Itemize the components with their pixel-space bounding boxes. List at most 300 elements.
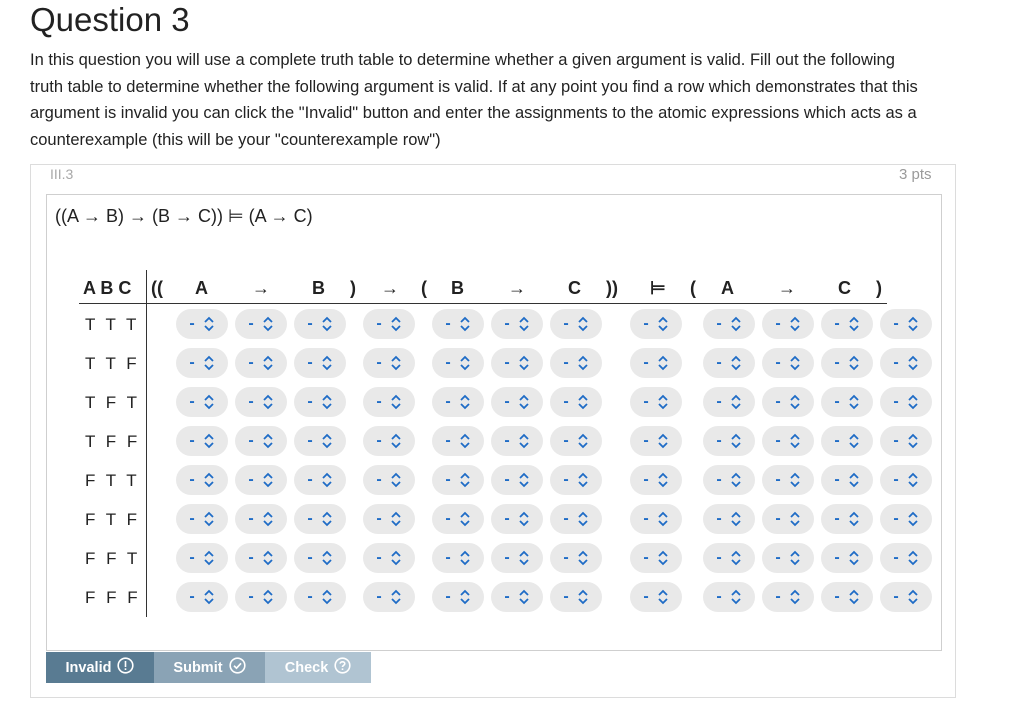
invalid-button-label: Invalid [65,659,112,676]
chevron-up-down-icon [848,472,860,488]
truth-value-select[interactable] [294,543,346,573]
truth-value-select[interactable] [762,465,814,495]
truth-value-select[interactable] [703,543,755,573]
truth-value-select[interactable] [363,543,415,573]
select-value: - [376,510,382,527]
header-token: → [252,278,270,298]
header-token: ) [876,278,882,298]
truth-value-select[interactable] [550,387,602,417]
truth-value-select[interactable] [630,582,682,612]
truth-value-select[interactable] [550,465,602,495]
select-value: - [775,354,781,371]
select-value: - [445,393,451,410]
select-value: - [445,510,451,527]
select-value: - [563,432,569,449]
truth-value-select[interactable] [235,582,287,612]
select-value: - [504,315,510,332]
chevron-up-down-icon [321,472,333,488]
question-title: Question 3 [30,1,190,38]
chevron-up-down-icon [262,550,274,566]
chevron-up-down-icon [518,589,530,605]
chevron-up-down-icon [390,511,402,527]
truth-value-select[interactable] [821,426,873,456]
truth-value-select[interactable] [630,543,682,573]
select-value: - [445,549,451,566]
chevron-up-down-icon [789,355,801,371]
truth-value-select[interactable] [630,387,682,417]
chevron-up-down-icon [321,316,333,332]
select-value: - [189,393,195,410]
truth-value-select[interactable] [235,309,287,339]
chevron-up-down-icon [459,316,471,332]
truth-value-select[interactable] [630,504,682,534]
select-value: - [563,393,569,410]
select-value: - [189,549,195,566]
select-value: - [643,510,649,527]
row-assignment-label: F T T [85,471,140,490]
chevron-up-down-icon [459,550,471,566]
truth-value-select[interactable] [550,582,602,612]
argument-premise: ((A → B) → (B → C)) ⊨ (A → C) [46,194,942,238]
select-value: - [834,588,840,605]
header-token: B [451,278,464,298]
chevron-up-down-icon [262,355,274,371]
truth-value-select[interactable] [235,348,287,378]
invalid-button[interactable] [46,652,154,683]
truth-value-select[interactable] [821,465,873,495]
atoms-header: A B C [83,278,132,298]
chevron-up-down-icon [577,472,589,488]
select-value: - [248,393,254,410]
header-token: (( [151,278,163,298]
select-value: - [834,354,840,371]
chevron-up-down-icon [203,355,215,371]
chevron-up-down-icon [459,589,471,605]
truth-value-select[interactable] [294,309,346,339]
header-token: ⊨ [650,278,666,298]
select-value: - [716,549,722,566]
truth-value-select[interactable] [550,309,602,339]
select-value: - [189,354,195,371]
truth-value-select[interactable] [880,387,932,417]
question-intro: In this question you will use a complete truth table to determine whether a given argument is valid. Fill out the following truth table to determine whether the following argument is valid. If at any point you find a row which demonstrates that this argument is invalid you can click the "Invalid" button and enter the assignments to the atomic expressions which acts as a counterexample (this will be your "counterexample row") [30,51,918,149]
chevron-up-down-icon [907,589,919,605]
select-value: - [643,315,649,332]
truth-value-select[interactable] [703,387,755,417]
select-value: - [376,432,382,449]
truth-value-select[interactable] [294,465,346,495]
select-value: - [893,549,899,566]
truth-value-select[interactable] [762,387,814,417]
truth-value-select[interactable] [491,309,543,339]
header-token: → [778,278,796,298]
select-value: - [834,432,840,449]
truth-value-select[interactable] [432,426,484,456]
truth-value-select[interactable] [432,387,484,417]
select-value: - [563,510,569,527]
truth-value-select[interactable] [294,504,346,534]
select-value: - [716,354,722,371]
truth-value-select[interactable] [491,582,543,612]
select-value: - [504,432,510,449]
chevron-up-down-icon [789,511,801,527]
truth-value-select[interactable] [821,387,873,417]
select-value: - [248,354,254,371]
truth-value-select[interactable] [630,465,682,495]
header-token: )) [606,278,618,298]
select-value: - [643,393,649,410]
truth-value-select[interactable] [550,348,602,378]
select-value: - [893,315,899,332]
select-value: - [504,354,510,371]
truth-value-select[interactable] [703,582,755,612]
truth-value-select[interactable] [703,504,755,534]
select-value: - [893,354,899,371]
chevron-up-down-icon [657,433,669,449]
truth-value-select[interactable] [235,426,287,456]
submit-button-label: Submit [173,659,223,676]
chevron-up-down-icon [390,355,402,371]
select-value: - [376,588,382,605]
chevron-up-down-icon [730,316,742,332]
header-token: ( [421,278,427,298]
select-value: - [834,549,840,566]
truth-value-select[interactable] [363,582,415,612]
select-value: - [563,471,569,488]
row-assignment-label: T T F [85,354,140,373]
select-value: - [307,510,313,527]
header-token: ) [350,278,356,298]
check-button-label: Check [284,659,329,676]
truth-value-select[interactable] [880,543,932,573]
select-value: - [563,549,569,566]
select-value: - [248,432,254,449]
chevron-up-down-icon [321,589,333,605]
chevron-up-down-icon [518,550,530,566]
truth-value-select[interactable] [762,309,814,339]
chevron-up-down-icon [848,589,860,605]
truth-value-select[interactable] [762,582,814,612]
chevron-up-down-icon [789,472,801,488]
chevron-up-down-icon [459,472,471,488]
select-value: - [376,471,382,488]
chevron-up-down-icon [518,394,530,410]
row-assignment-label: F F T [85,549,141,568]
select-value: - [307,549,313,566]
truth-value-select[interactable] [762,543,814,573]
chevron-up-down-icon [203,316,215,332]
select-value: - [445,354,451,371]
select-value: - [189,432,195,449]
header-token: B [312,278,325,298]
header-token: → [508,278,526,298]
chevron-up-down-icon [390,433,402,449]
select-value: - [775,588,781,605]
truth-value-select[interactable] [235,387,287,417]
header-token: ( [690,278,696,298]
select-value: - [834,393,840,410]
chevron-up-down-icon [730,550,742,566]
select-value: - [504,393,510,410]
chevron-up-down-icon [907,433,919,449]
chevron-up-down-icon [577,550,589,566]
row-assignment-label: T F T [85,393,140,412]
chevron-up-down-icon [518,355,530,371]
truth-value-select[interactable] [176,582,228,612]
select-value: - [643,354,649,371]
truth-value-select[interactable] [176,387,228,417]
select-value: - [893,471,899,488]
row-assignment-label: T T T [85,315,140,334]
truth-value-select[interactable] [762,504,814,534]
truth-value-select[interactable] [176,465,228,495]
chevron-up-down-icon [577,355,589,371]
truth-value-select[interactable] [363,426,415,456]
exclamation-circle-icon [117,657,134,678]
header-token: → [381,278,399,298]
truth-value-select[interactable] [630,309,682,339]
chevron-up-down-icon [203,394,215,410]
select-value: - [834,315,840,332]
select-value: - [307,315,313,332]
chevron-up-down-icon [262,511,274,527]
chevron-up-down-icon [262,472,274,488]
chevron-up-down-icon [657,589,669,605]
truth-value-select[interactable] [432,309,484,339]
truth-value-select[interactable] [821,309,873,339]
select-value: - [376,354,382,371]
select-value: - [643,588,649,605]
chevron-up-down-icon [577,589,589,605]
chevron-up-down-icon [577,394,589,410]
chevron-up-down-icon [459,433,471,449]
truth-value-select[interactable] [176,543,228,573]
chevron-up-down-icon [203,511,215,527]
select-value: - [376,393,382,410]
truth-value-select[interactable] [294,426,346,456]
select-value: - [775,315,781,332]
select-value: - [893,393,899,410]
chevron-up-down-icon [907,355,919,371]
truth-value-select[interactable] [176,348,228,378]
chevron-up-down-icon [518,511,530,527]
check-button[interactable] [265,652,371,683]
chevron-up-down-icon [262,316,274,332]
truth-value-select[interactable] [432,465,484,495]
truth-value-select[interactable] [880,582,932,612]
chevron-up-down-icon [730,472,742,488]
select-value: - [248,510,254,527]
select-value: - [893,432,899,449]
select-value: - [445,471,451,488]
select-value: - [189,315,195,332]
header-divider [79,303,887,304]
truth-value-select[interactable] [235,465,287,495]
truth-value-select[interactable] [630,426,682,456]
points-label: 3 pts [893,166,938,183]
chevron-up-down-icon [262,433,274,449]
truth-value-select[interactable] [550,426,602,456]
select-value: - [834,471,840,488]
truth-value-select[interactable] [432,348,484,378]
truth-value-select[interactable] [880,504,932,534]
truth-value-select[interactable] [294,387,346,417]
question-circle-icon [334,657,351,678]
truth-value-select[interactable] [880,465,932,495]
chevron-up-down-icon [789,433,801,449]
select-value: - [248,315,254,332]
chevron-up-down-icon [390,316,402,332]
truth-value-select[interactable] [491,543,543,573]
truth-value-select[interactable] [363,309,415,339]
truth-value-select[interactable] [550,543,602,573]
chevron-up-down-icon [848,355,860,371]
chevron-up-down-icon [789,394,801,410]
select-value: - [716,432,722,449]
truth-value-select[interactable] [363,387,415,417]
chevron-up-down-icon [203,589,215,605]
select-value: - [376,315,382,332]
chevron-up-down-icon [730,355,742,371]
select-value: - [716,510,722,527]
chevron-up-down-icon [789,589,801,605]
chevron-up-down-icon [321,355,333,371]
select-value: - [643,432,649,449]
header-token: C [568,278,581,298]
chevron-up-down-icon [907,394,919,410]
truth-value-select[interactable] [363,348,415,378]
chevron-up-down-icon [577,511,589,527]
truth-value-select[interactable] [363,504,415,534]
chevron-up-down-icon [577,316,589,332]
chevron-up-down-icon [321,550,333,566]
truth-value-select[interactable] [491,426,543,456]
select-value: - [775,393,781,410]
header-token: A [195,278,208,298]
chevron-up-down-icon [390,394,402,410]
truth-value-select[interactable] [630,348,682,378]
truth-value-select[interactable] [235,543,287,573]
chevron-up-down-icon [459,511,471,527]
truth-value-select[interactable] [176,426,228,456]
truth-value-select[interactable] [762,426,814,456]
chevron-up-down-icon [848,433,860,449]
truth-value-select[interactable] [821,582,873,612]
truth-value-select[interactable] [432,504,484,534]
select-value: - [834,510,840,527]
select-value: - [716,588,722,605]
chevron-up-down-icon [321,433,333,449]
chevron-up-down-icon [390,550,402,566]
truth-value-select[interactable] [432,582,484,612]
select-value: - [563,315,569,332]
truth-value-select[interactable] [491,348,543,378]
truth-value-select[interactable] [176,504,228,534]
select-value: - [307,432,313,449]
chevron-up-down-icon [390,589,402,605]
select-value: - [248,588,254,605]
truth-value-select[interactable] [880,309,932,339]
select-value: - [716,315,722,332]
truth-value-select[interactable] [703,465,755,495]
truth-value-select[interactable] [363,465,415,495]
select-value: - [563,354,569,371]
truth-value-select[interactable] [294,582,346,612]
chevron-up-down-icon [459,355,471,371]
chevron-up-down-icon [789,550,801,566]
select-value: - [504,549,510,566]
truth-value-select[interactable] [762,348,814,378]
truth-value-select[interactable] [294,348,346,378]
select-value: - [376,549,382,566]
truth-value-select[interactable] [176,309,228,339]
chevron-up-down-icon [730,589,742,605]
select-value: - [504,588,510,605]
select-value: - [307,588,313,605]
select-value: - [307,393,313,410]
chevron-up-down-icon [907,472,919,488]
chevron-up-down-icon [907,511,919,527]
select-value: - [189,588,195,605]
select-value: - [189,471,195,488]
select-value: - [775,432,781,449]
truth-value-select[interactable] [550,504,602,534]
select-value: - [445,432,451,449]
truth-value-select[interactable] [821,348,873,378]
select-value: - [775,549,781,566]
truth-value-select[interactable] [821,504,873,534]
chevron-up-down-icon [203,550,215,566]
chevron-up-down-icon [848,550,860,566]
chevron-up-down-icon [262,589,274,605]
truth-value-select[interactable] [703,348,755,378]
truth-value-select[interactable] [432,543,484,573]
select-value: - [643,549,649,566]
row-assignment-label: F T F [85,510,140,529]
header-token: C [838,278,851,298]
chevron-up-down-icon [657,472,669,488]
truth-value-select[interactable] [491,504,543,534]
truth-value-select[interactable] [703,309,755,339]
select-value: - [893,510,899,527]
row-assignment-label: T F F [85,432,141,451]
truth-value-select[interactable] [821,543,873,573]
select-value: - [307,354,313,371]
select-value: - [248,549,254,566]
select-value: - [189,510,195,527]
truth-value-select[interactable] [235,504,287,534]
truth-value-select[interactable] [491,465,543,495]
truth-value-select[interactable] [880,426,932,456]
select-value: - [504,510,510,527]
select-value: - [716,471,722,488]
submit-button[interactable] [154,652,265,683]
part-label: III.3 [44,166,79,182]
chevron-up-down-icon [657,394,669,410]
chevron-up-down-icon [459,394,471,410]
chevron-up-down-icon [730,511,742,527]
chevron-up-down-icon [730,433,742,449]
check-circle-icon [229,657,246,678]
chevron-up-down-icon [657,316,669,332]
truth-value-select[interactable] [703,426,755,456]
chevron-up-down-icon [262,394,274,410]
chevron-up-down-icon [907,550,919,566]
chevron-up-down-icon [907,316,919,332]
truth-value-select[interactable] [491,387,543,417]
truth-value-select[interactable] [880,348,932,378]
select-value: - [307,471,313,488]
